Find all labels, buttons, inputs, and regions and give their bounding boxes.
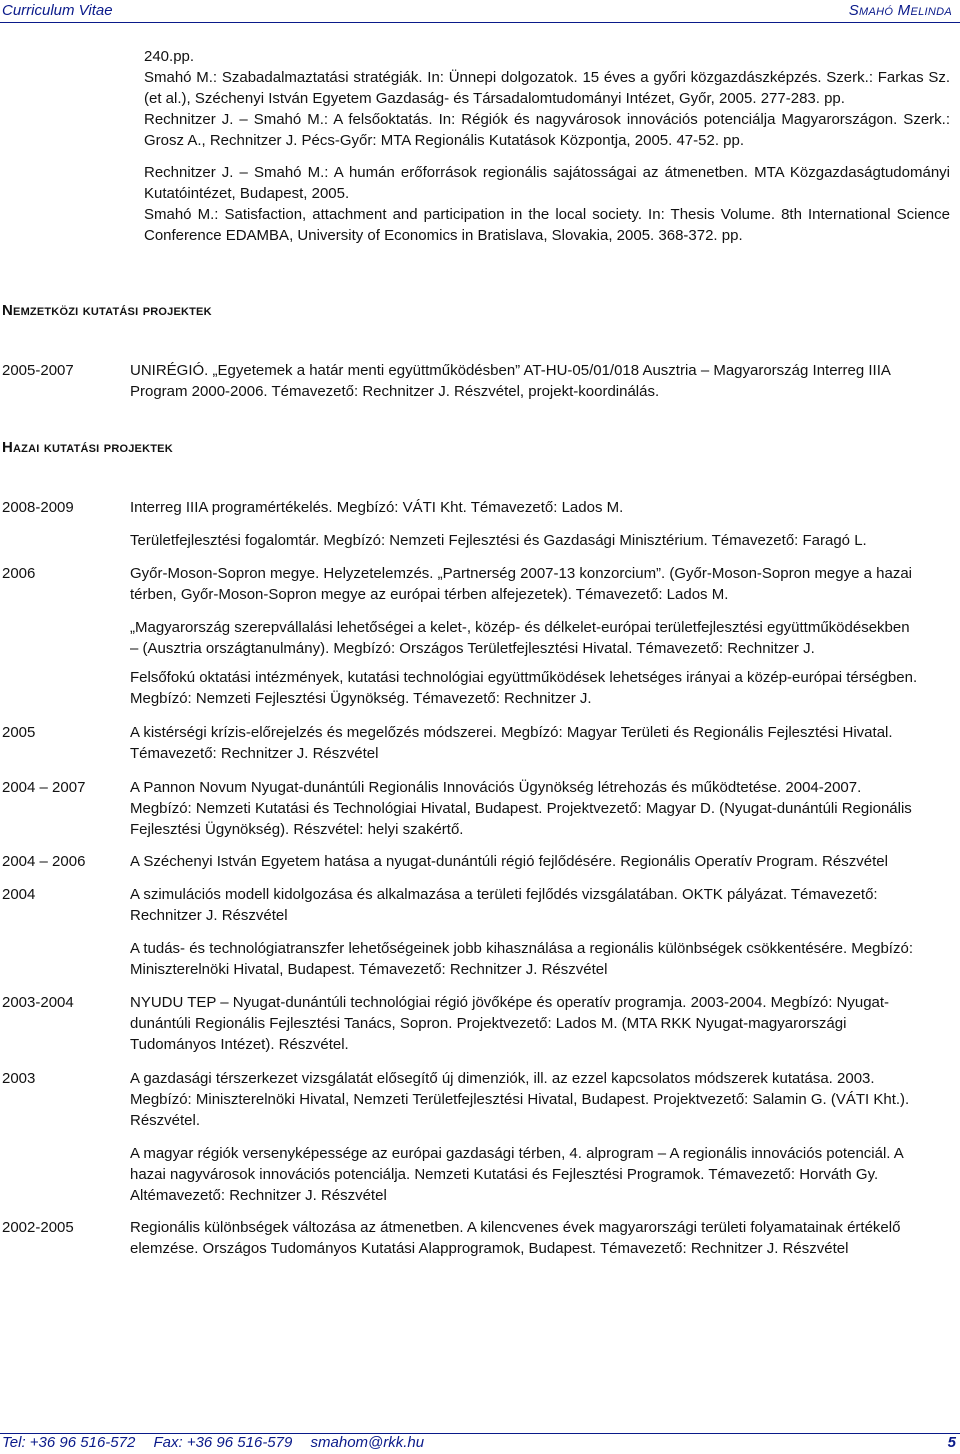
project-date: 2008-2009 (2, 499, 74, 516)
page-header (0, 0, 960, 24)
publication-item: Rechnitzer J. – Smahó M.: A humán erőforrások regionális sajátosságai az átmenetben. MTA Közgazdaságtudományi Kutatóintézet, Budapest, 2005. (144, 164, 950, 202)
page-number: 5 (947, 1434, 956, 1451)
publication-item: Rechnitzer J. – Smahó M.: A felsőoktatás. In: Régiók és nagyvárosok innovációs potenciálja Magyarországon. Szerk.: Grosz A., Rechnitzer J. Pécs-Győr: MTA Regionális Kutatások Központja, 2005. 47-52. pp. (144, 111, 950, 149)
project-description: Területfejlesztési fogalomtár. Megbízó: Nemzeti Fejlesztési és Gazdasági Minisztérium. Témavezető: Faragó L. (130, 532, 867, 549)
project-date: 2005 (2, 724, 36, 741)
section-title-international: Nemzetközi kutatási projektek (2, 302, 212, 319)
project-description: A magyar régiók versenyképessége az európai gazdasági térben, 4. alprogram – A regionális innovációs potenciál. A hazai nagyvárosok innovációs potenciálja. Nemzeti Kutatási és Fejlesztési Programok. Témavezető: Horváth Gy. Altémavezető: Rechnitzer J. Részvétel (130, 1145, 903, 1204)
project-date: 2003 (2, 1070, 36, 1087)
project-description: Győr-Moson-Sopron megye. Helyzetelemzés. „Partnerség 2007-13 konzorcium”. (Győr-Moson-Sopron megye a hazai térben, Győr-Moson-Sopron megye az európai térben alfejezetek). Témavezető: Lados M. (130, 565, 912, 603)
project-description: A Pannon Novum Nyugat-dunántúli Regionális Innovációs Ügynökség létrehozás és működtetése. 2004-2007. Megbízó: Nemzeti Kutatási és Technológiai Hivatal, Budapest. Projektvezető: Magyar D. (Nyugat-dunántúli Regionális Fejlesztési Ügynökség). Részvétel: helyi szakértő. (130, 779, 912, 838)
publication-item: Smahó M.: Szabadalmaztatási stratégiák. In: Ünnepi dolgozatok. 15 éves a győri közgazdászképzés. Szerk.: Farkas Sz. (et al.), Széchenyi István Egyetem Gazdaság- és Társadalomtudományi Intézet, Győr, 2005. 277-283. pp. (144, 69, 950, 107)
project-description: A Széchenyi István Egyetem hatása a nyugat-dunántúli régió fejlődésére. Regionális Operatív Program. Részvétel (130, 853, 888, 870)
project-description: A kistérségi krízis-előrejelzés és megelőzés módszerei. Megbízó: Magyar Területi és Regionális Fejlesztési Hivatal. Témavezető: Rechnitzer J. Részvétel (130, 724, 893, 762)
project-description: Felsőfokú oktatási intézmények, kutatási technológiai együttműködések lehetséges irányai a közép-európai térségben. Megbízó: Nemzeti Fejlesztési Ügynökség. Témavezető: Rechnitzer J. (130, 669, 918, 707)
project-description: NYUDU TEP – Nyugat-dunántúli technológiai régió jövőképe és operatív programja. 2003-2004. Megbízó: Nyugat-dunántúli Regionális Fejlesztési Tanács, Sopron. Projektvezető: Lados M. (MTA RKK Nyugat-magyarországi Tudományos Intézet). Részvétel. (130, 994, 890, 1053)
header-author: Smahó Melinda (848, 2, 952, 19)
project-date: 2002-2005 (2, 1219, 74, 1236)
section-title-domestic: Hazai kutatási projektek (2, 439, 173, 456)
project-date: 2003-2004 (2, 994, 74, 1011)
project-date: 2004 (2, 886, 36, 903)
publication-item: Smahó M.: Satisfaction, attachment and participation in the local society. In: Thesis Volume. 8th International Science Conference EDAMBA, University of Economics in Bratislava, Slovakia, 2005. 368-372. pp. (144, 206, 950, 244)
page-footer (2, 1434, 438, 1451)
publication-fragment: 240.pp. (144, 48, 195, 65)
header-divider (0, 22, 960, 23)
project-description: A szimulációs modell kidolgozása és alkalmazása a területi fejlődés vizsgálatában. OKTK pályázat. Témavezető: Rechnitzer J. Részvétel (130, 886, 878, 924)
header-title: Curriculum Vitae (2, 2, 113, 19)
project-description: A tudás- és technológiatranszfer lehetőségeinek jobb kihasználása a regionális különbségek csökkentésére. Megbízó: Miniszterelnöki Hivatal, Budapest. Témavezető: Rechnitzer J. Részvétel (130, 940, 913, 978)
project-description: A gazdasági térszerkezet vizsgálatát elősegítő új dimenziók, ill. az ezzel kapcsolatos módszerek kutatása. 2003. Megbízó: Miniszterelnöki Hivatal, Nemzeti Területfejlesztési Hivatal, Budapest. Projektvezető: Salamin G. (VÁTI Kht.). Részvétel. (130, 1070, 910, 1129)
project-description: Interreg IIIA programértékelés. Megbízó: VÁTI Kht. Témavezető: Lados M. (130, 499, 624, 516)
footer-phone: Tel: +36 96 516-572 (2, 1434, 136, 1451)
project-description: UNIRÉGIÓ. „Egyetemek a határ menti együttműködésben” AT-HU-05/01/018 Ausztria – Magyarország Interreg IIIA Program 2000-2006. Témavezető: Rechnitzer J. Részvétel, projekt-koordinálás. (130, 362, 891, 400)
project-date: 2004 – 2006 (2, 853, 86, 870)
project-description: Regionális különbségek változása az átmenetben. A kilencvenes évek magyarországi területi folyamatainak értékelő elemzése. Országos Tudományos Kutatási Alapprogramok, Budapest. Témavezető: Rechnitzer J. Részvétel (130, 1219, 901, 1257)
project-date: 2005-2007 (2, 362, 74, 379)
project-description: „Magyarország szerepvállalási lehetőségei a kelet-, közép- és délkelet-európai területfejlesztési együttműködésekben – (Ausztria országtanulmány). Megbízó: Országos Területfejlesztési Hivatal. Témavezető: Rechnitzer J. (130, 619, 910, 657)
project-date: 2004 – 2007 (2, 779, 86, 796)
footer-fax: Fax: +36 96 516-579 (153, 1434, 293, 1451)
project-date: 2006 (2, 565, 36, 582)
footer-email[interactable]: smahom@rkk.hu (310, 1434, 425, 1451)
